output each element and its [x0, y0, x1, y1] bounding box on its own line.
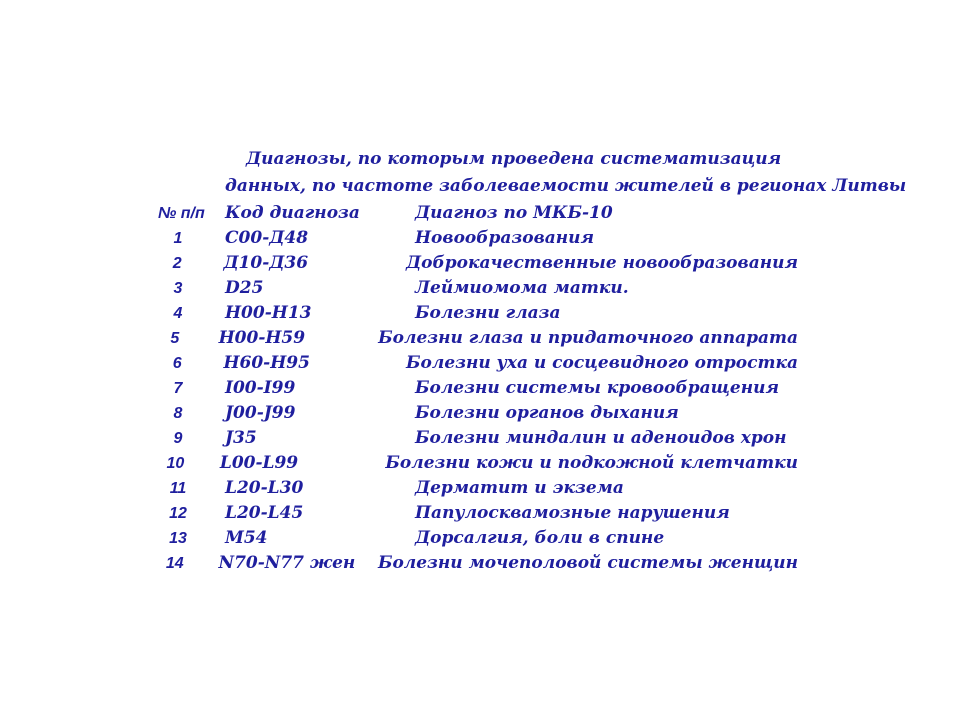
- diagnosis-code: Н00-Н13: [225, 303, 312, 323]
- slide-title-line2: данных, по частоте заболеваемости жителей в регионах Литвы: [225, 176, 907, 196]
- diagnosis-code: Н60-Н95: [223, 353, 310, 373]
- table-row: [158, 326, 798, 351]
- diagnosis-name: Болезни системы кровообращения: [415, 378, 780, 398]
- diagnosis-code: N70-N77 жен: [218, 553, 356, 573]
- row-number: 4: [173, 305, 183, 322]
- diagnosis-name: Папулосквамозные нарушения: [415, 503, 730, 523]
- column-header-number: № п/п: [158, 205, 205, 222]
- table-row: [158, 426, 798, 451]
- diagnosis-name: Болезни органов дыхания: [415, 403, 679, 423]
- diagnosis-name: Болезни кожи и подкожной клетчатки: [385, 453, 798, 473]
- diagnosis-name: Болезни глаза и придаточного аппарата: [378, 328, 798, 348]
- diagnosis-name: Дорсалгия, боли в спине: [415, 528, 665, 548]
- diagnosis-name: Болезни уха и сосцевидного отростка: [406, 353, 798, 373]
- table-row: [158, 301, 798, 326]
- diagnosis-code: Н00-Н59: [218, 328, 306, 348]
- row-number: 6: [172, 355, 182, 372]
- table-row: [158, 401, 798, 426]
- diagnosis-code: Д10-Д36: [223, 253, 309, 273]
- table-row: [158, 351, 798, 376]
- diagnosis-code: J35: [225, 428, 257, 448]
- table-row: [158, 476, 798, 501]
- row-number: 5: [170, 330, 180, 347]
- diagnosis-name: Болезни мочеполовой системы женщин: [377, 553, 798, 573]
- diagnosis-code: M54: [225, 528, 268, 548]
- diagnosis-name: Болезни миндалин и аденоидов хрон: [415, 428, 787, 448]
- row-number: 2: [172, 255, 182, 272]
- table-row: [158, 226, 798, 251]
- column-header-code: Код диагноза: [225, 203, 360, 223]
- table-row: [158, 551, 798, 576]
- table-row: [158, 376, 798, 401]
- diagnosis-name: Дерматит и экзема: [415, 478, 624, 498]
- row-number: 1: [173, 230, 183, 247]
- table-row: [158, 501, 798, 526]
- table-row: [158, 451, 798, 476]
- slide-title-line1: Диагнозы, по которым проведена систематизация: [246, 149, 782, 169]
- diagnosis-code: D25: [225, 278, 264, 298]
- table-header-row: [158, 200, 798, 226]
- diagnosis-name: Новообразования: [415, 228, 595, 248]
- row-number: 12: [169, 505, 187, 522]
- row-number: 13: [169, 530, 187, 547]
- diagnosis-code: L00-L99: [219, 453, 299, 473]
- diagnosis-name: Леймиомома матки.: [415, 278, 629, 298]
- diagnosis-code: I00-I99: [225, 378, 296, 398]
- diagnosis-table-block: [158, 146, 907, 576]
- table-body: [158, 226, 798, 576]
- table-row: [158, 251, 798, 276]
- diagnosis-name: Доброкачественные новообразования: [406, 253, 798, 273]
- diagnosis-code: L20-L45: [225, 503, 304, 523]
- diagnosis-code: J00-J99: [225, 403, 296, 423]
- table-row: [158, 526, 798, 551]
- diagnosis-name: Болезни глаза: [415, 303, 561, 323]
- diagnosis-code: С00-Д48: [225, 228, 309, 248]
- diagnosis-code: L20-L30: [225, 478, 304, 498]
- row-number: 3: [173, 280, 183, 297]
- row-number: 14: [165, 555, 184, 572]
- row-number: 7: [173, 380, 183, 397]
- row-number: 8: [173, 405, 183, 422]
- column-header-diagnosis: Диагноз по МКБ-10: [415, 203, 613, 223]
- table-row: [158, 276, 798, 301]
- row-number: 9: [173, 430, 183, 447]
- row-number: 10: [166, 455, 185, 472]
- row-number: 11: [169, 480, 187, 497]
